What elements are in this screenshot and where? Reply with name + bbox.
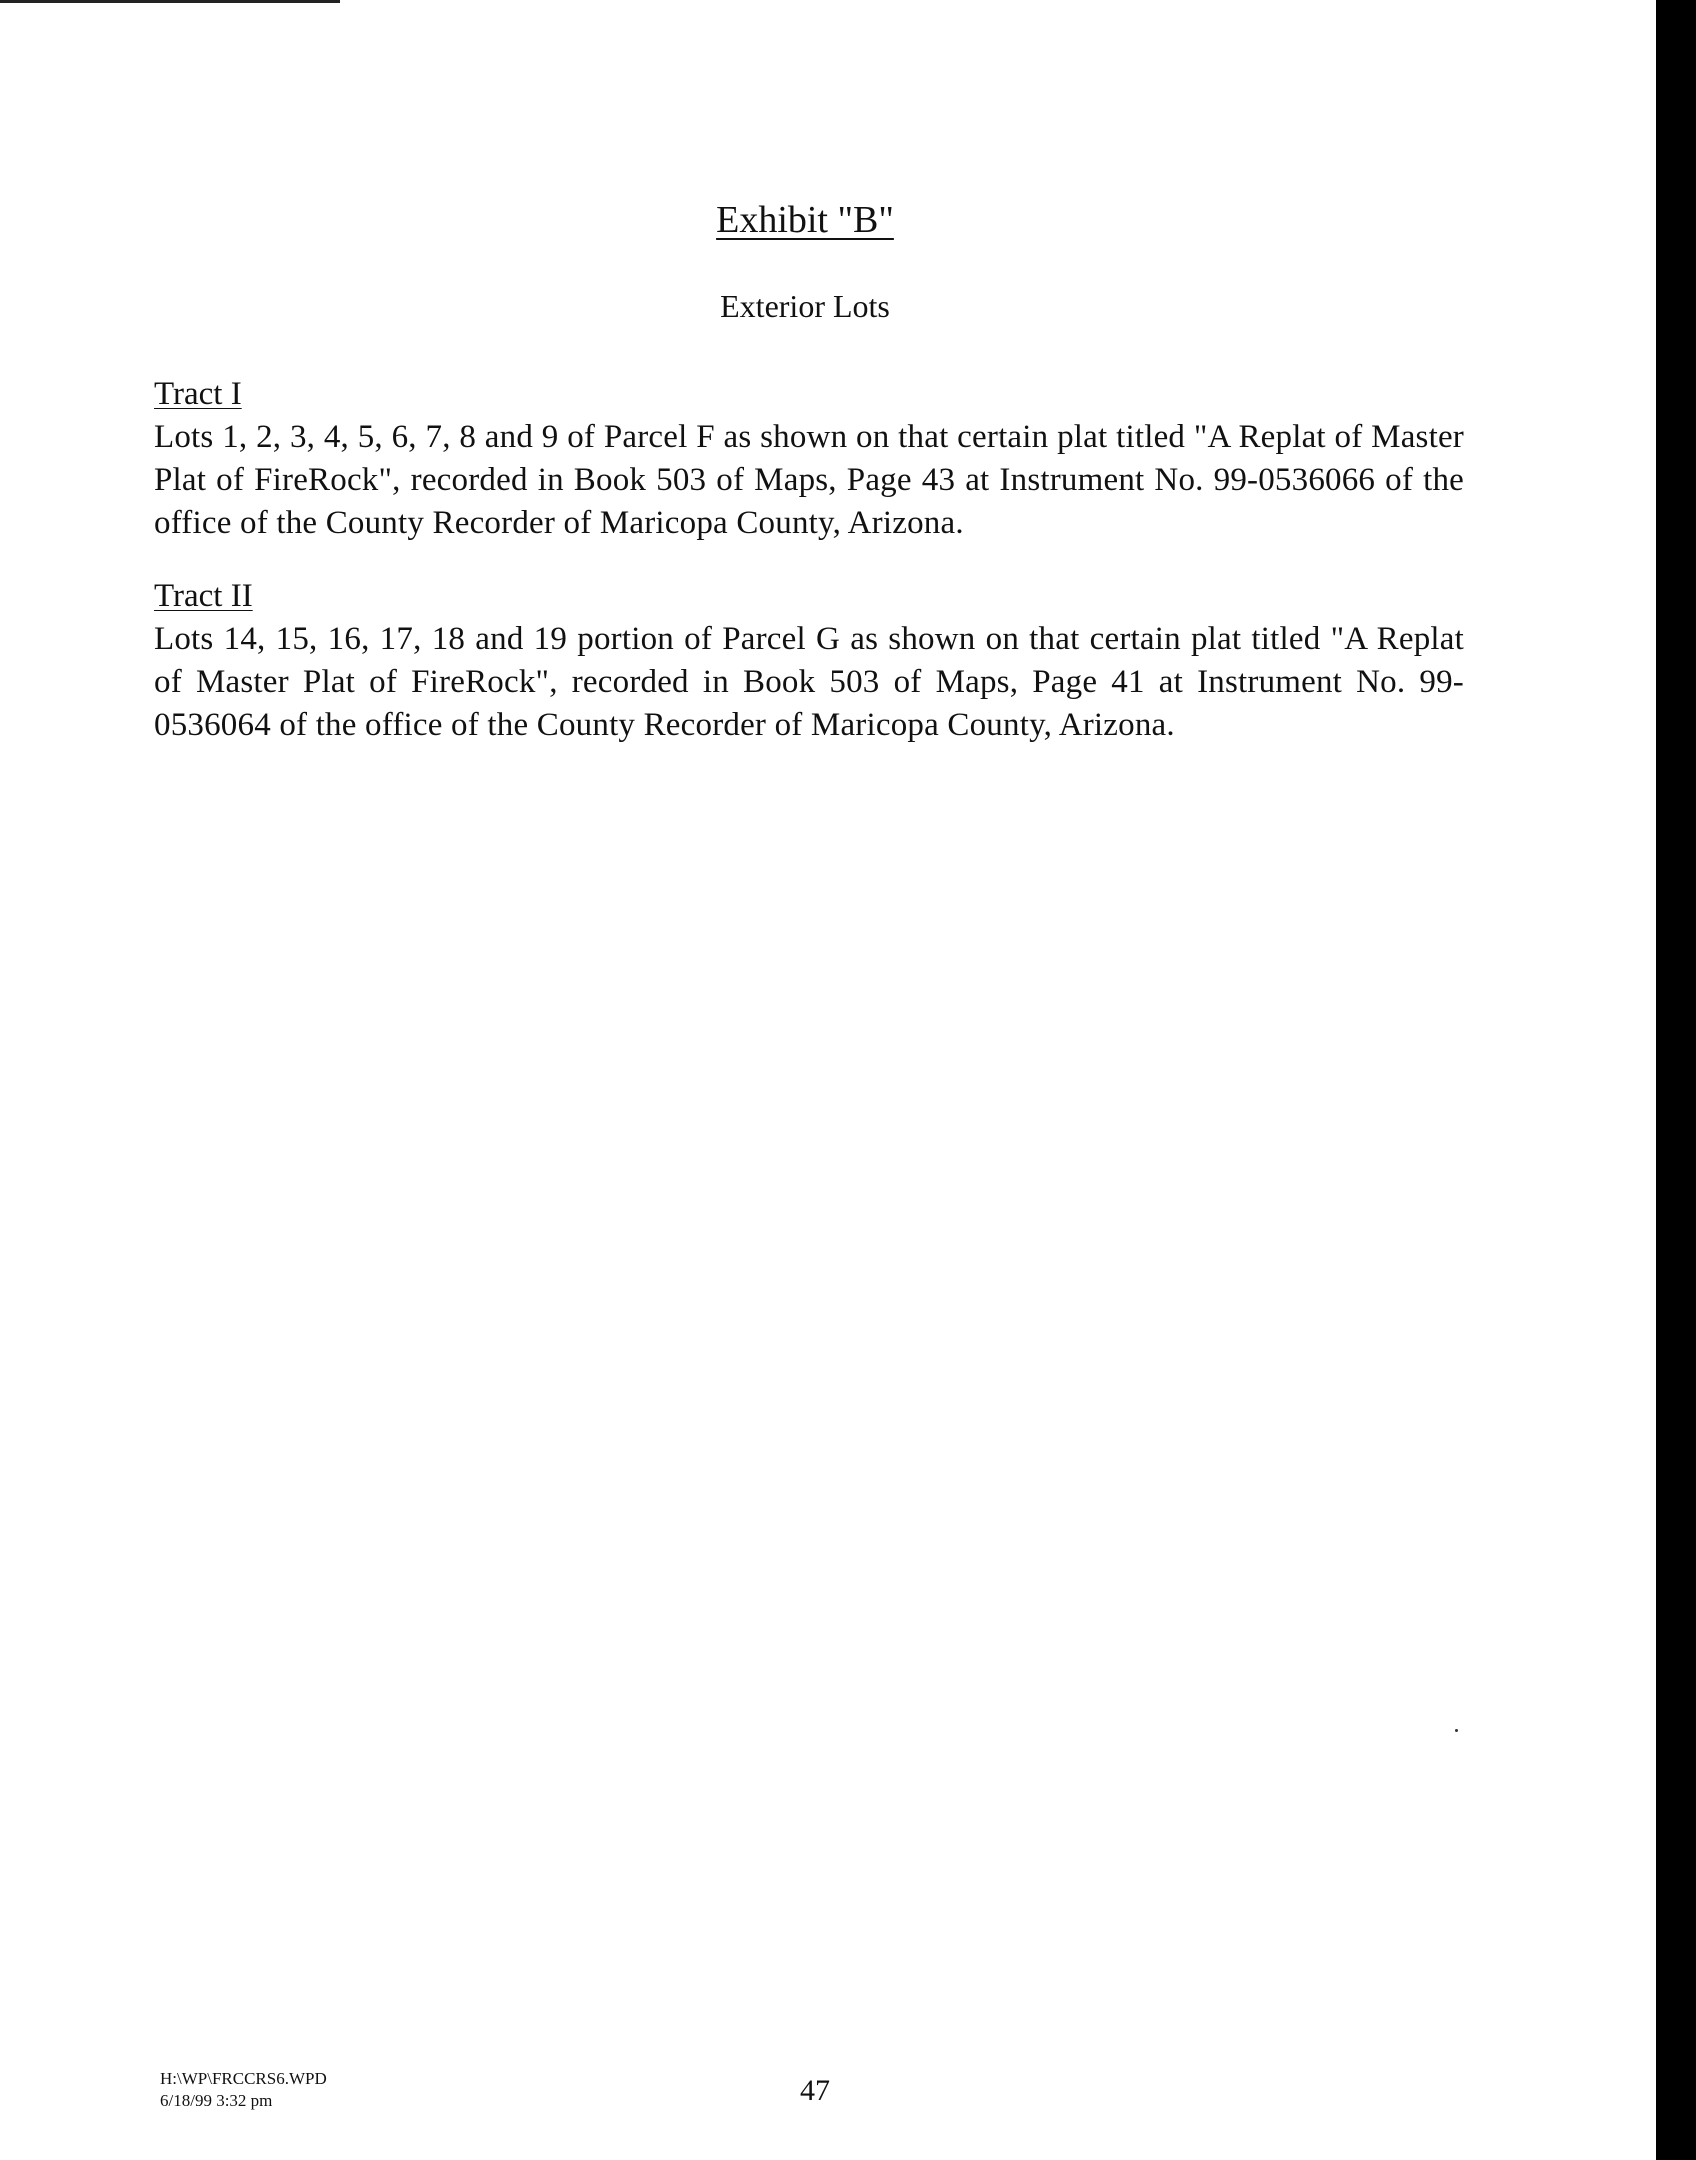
tract-section-1 xyxy=(154,373,1464,545)
scan-artifact-top-line xyxy=(0,0,340,3)
footer-file-info xyxy=(160,2068,327,2112)
scan-artifact-dot xyxy=(1455,1729,1458,1732)
tract-description-2: Lots 14, 15, 16, 17, 18 and 19 portion of Parcel G as shown on that certain plat titled "A Replat of Master Plat of FireRock", recorded in Book 503 of Maps, Page 41 at Instrument No. 99-0536064 of the office of the County Recorder of Maricopa County, Arizona. xyxy=(154,621,1464,743)
exhibit-subtitle: Exterior Lots xyxy=(720,288,890,324)
page-number: 47 xyxy=(800,2074,830,2107)
tract-heading-1: Tract I xyxy=(154,376,242,412)
scan-artifact-right-edge xyxy=(1656,0,1696,2160)
tract-description-1: Lots 1, 2, 3, 4, 5, 6, 7, 8 and 9 of Parcel F as shown on that certain plat titled "A Replat of Master Plat of FireRock", recorded in Book 503 of Maps, Page 43 at Instrument No. 99-0536066 of the office of the County Recorder of Maricopa County, Arizona. xyxy=(154,419,1464,541)
tract-section-2 xyxy=(154,575,1464,747)
footer-timestamp: 6/18/99 3:32 pm xyxy=(160,2091,273,2110)
tract-heading-2: Tract II xyxy=(154,578,253,614)
exhibit-title: Exhibit "B" xyxy=(716,199,894,241)
footer-file-path: H:\WP\FRCCRS6.WPD xyxy=(160,2069,327,2088)
